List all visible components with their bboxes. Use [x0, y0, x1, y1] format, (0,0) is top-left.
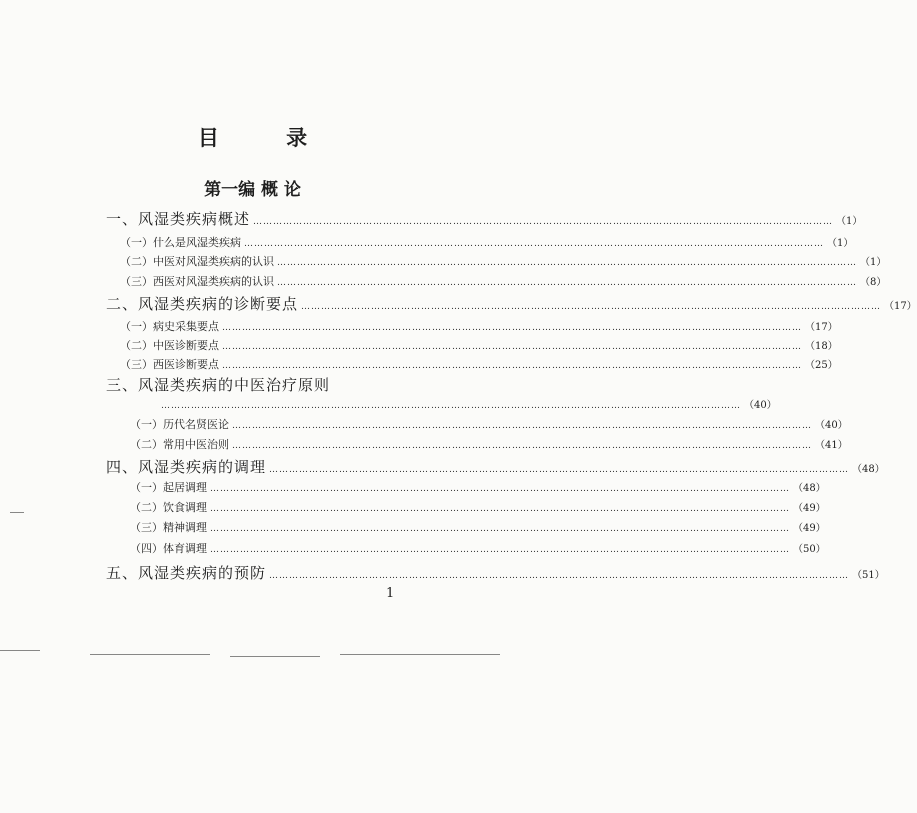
toc-entry-page: （40）	[744, 400, 777, 411]
toc-entry-page: （41）	[815, 440, 848, 451]
page-number: 1	[386, 586, 395, 601]
toc-entry-label: （三）精神调理	[130, 521, 207, 534]
toc-entry-label: （二）饮食调理	[130, 501, 207, 514]
leader-dots: …………………………………………………………………………………………………………………………………………………………	[232, 421, 812, 431]
toc-entry	[130, 519, 826, 535]
toc-entry-page: （49）	[793, 503, 826, 514]
toc-entry	[120, 273, 887, 289]
leader-dots: …………………………………………………………………………………………………………………………………………………………	[269, 465, 850, 475]
toc-entry-label: 一、风湿类疾病概述	[106, 210, 251, 228]
leader-dots: …………………………………………………………………………………………………………………………………………………………	[277, 258, 857, 268]
toc-entry-label: （一）历代名贤医论	[130, 418, 229, 431]
scan-edge-line	[230, 656, 320, 657]
toc-entry-page: （1）	[836, 216, 863, 227]
toc-entry-label: （二）中医对风湿类疾病的认识	[120, 255, 274, 268]
scan-edge-line	[340, 654, 500, 655]
toc-entry-page: （18）	[805, 341, 838, 352]
leader-dots: …………………………………………………………………………………………………………………………………………………………	[222, 361, 802, 371]
toc-entry-label: （四）体育调理	[130, 542, 207, 555]
toc-entry	[130, 436, 848, 452]
leader-dots: …………………………………………………………………………………………………………………………………………………………	[161, 401, 741, 411]
toc-entry	[106, 374, 396, 395]
toc-entry	[106, 456, 885, 477]
leader-dots: …………………………………………………………………………………………………………………………………………………………	[301, 302, 882, 312]
scan-edge-line	[10, 512, 24, 513]
leader-dots: …………………………………………………………………………………………………………………………………………………………	[210, 545, 790, 555]
toc-entry-continuation	[158, 396, 777, 411]
toc-entry	[106, 562, 885, 583]
leader-dots: …………………………………………………………………………………………………………………………………………………………	[210, 484, 790, 494]
leader-dots: …………………………………………………………………………………………………………………………………………………………	[210, 524, 790, 534]
toc-entry-page: （48）	[793, 483, 826, 494]
toc-entry-page: （25）	[805, 360, 838, 371]
toc-entry-label: （三）西医对风湿类疾病的认识	[120, 275, 274, 288]
leader-dots: …………………………………………………………………………………………………………………………………………………………	[222, 323, 802, 333]
toc-entry	[120, 356, 838, 372]
toc-entry-label: （一）起居调理	[130, 481, 207, 494]
toc-entry-page: （1）	[827, 238, 854, 249]
toc-entry-page: （17）	[884, 301, 917, 312]
toc-entry-page: （48）	[852, 464, 885, 475]
toc-entry-label: （一）病史采集要点	[120, 320, 219, 333]
leader-dots: …………………………………………………………………………………………………………………………………………………………	[244, 239, 824, 249]
toc-entry	[130, 479, 826, 495]
toc-entry-label: 二、风湿类疾病的诊断要点	[106, 295, 299, 313]
toc-entry	[120, 253, 887, 269]
toc-entry-page: （1）	[860, 257, 887, 268]
leader-dots: …………………………………………………………………………………………………………………………………………………………	[232, 441, 812, 451]
toc-entry-page: （49）	[793, 523, 826, 534]
toc-entry-page: （50）	[793, 544, 826, 555]
part-heading: 第一编 概 论	[204, 180, 301, 200]
toc-entry-label: 四、风湿类疾病的调理	[106, 458, 267, 476]
toc-entry-label: 三、风湿类疾病的中医治疗原则	[106, 376, 331, 394]
scan-edge-line	[90, 654, 210, 655]
leader-dots: …………………………………………………………………………………………………………………………………………………………	[253, 217, 834, 227]
toc-entry	[130, 416, 848, 432]
toc-entry-label: （三）西医诊断要点	[120, 358, 219, 371]
toc-entry-page: （51）	[852, 570, 885, 581]
toc-entry	[130, 540, 826, 556]
scan-edge-line	[0, 650, 40, 651]
leader-dots: …………………………………………………………………………………………………………………………………………………………	[210, 504, 790, 514]
toc-entry-label: （二）中医诊断要点	[120, 339, 219, 352]
toc-entry-page: （8）	[860, 277, 887, 288]
leader-dots: …………………………………………………………………………………………………………………………………………………………	[277, 278, 857, 288]
toc-entry-page: （17）	[805, 322, 838, 333]
toc-entry	[106, 208, 863, 229]
toc-entry-label: （一）什么是风湿类疾病	[120, 236, 241, 249]
leader-dots: …………………………………………………………………………………………………………………………………………………………	[269, 571, 850, 581]
toc-entry-label: 五、风湿类疾病的预防	[106, 564, 267, 582]
toc-entry	[120, 318, 838, 334]
toc-entry-label: （二）常用中医治则	[130, 438, 229, 451]
toc-entry	[120, 234, 854, 250]
toc-entry	[106, 293, 917, 314]
toc-entry-page: （40）	[815, 420, 848, 431]
page-title: 目 录	[197, 125, 338, 150]
leader-dots: …………………………………………………………………………………………………………………………………………………………	[222, 342, 802, 352]
toc-entry	[130, 499, 826, 515]
toc-entry	[120, 337, 838, 353]
